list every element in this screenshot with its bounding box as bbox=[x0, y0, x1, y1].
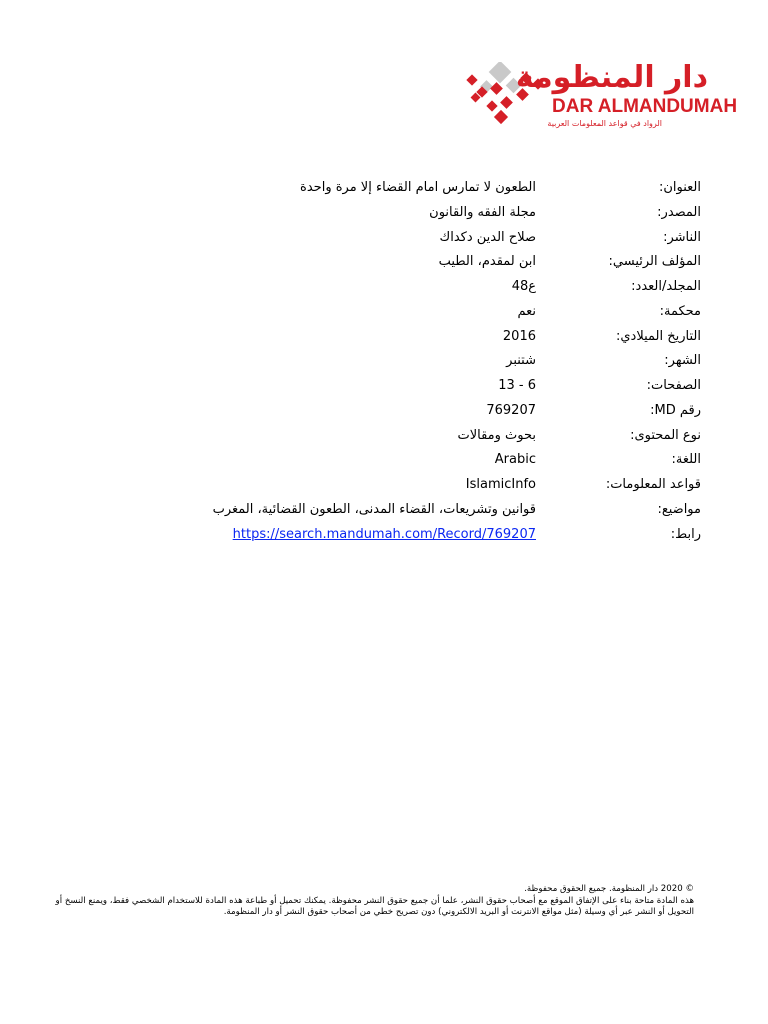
field-value: Arabic bbox=[494, 452, 536, 468]
field-value: صلاح الدين دكداك bbox=[439, 229, 536, 245]
field-md-number bbox=[0, 399, 768, 424]
field-label: قواعد المعلومات: bbox=[605, 477, 701, 492]
field-value: 769207 bbox=[486, 402, 536, 418]
copyright-notice bbox=[52, 884, 694, 919]
field-peer-reviewed bbox=[0, 300, 768, 325]
field-label: اللغة: bbox=[671, 452, 701, 468]
field-label: العنوان: bbox=[658, 180, 701, 195]
field-language bbox=[0, 448, 768, 473]
field-value: 2016 bbox=[502, 328, 536, 344]
field-label: المؤلف الرئيسي: bbox=[608, 254, 701, 270]
field-value: IslamicInfo bbox=[465, 477, 536, 492]
field-label: الشهر: bbox=[664, 353, 701, 369]
field-label: المجلد/العدد: bbox=[631, 279, 701, 294]
field-label: الصفحات: bbox=[646, 378, 701, 393]
field-volume-issue bbox=[0, 275, 768, 300]
usage-terms: هذه المادة متاحة بناء على الإتفاق الموقع مع أصحاب حقوق النشر، علما أن جميع حقوق النشر محفوظة. يمكنك تحميل أو طباعة هذه المادة للاستخدام الشخصي فقط، ويمنع النسخ أو التحويل أو النشر عبر أي وسيلة (مثل مواقع الانترنت أو البريد الالكتروني) دون تصريح خطي من أصحاب حقوق النشر أو دار المنظومة. bbox=[55, 895, 694, 917]
record-url-link[interactable]: https://search.mandumah.com/Record/769207 bbox=[232, 526, 536, 542]
field-value: الطعون لا تمارس امام القضاء إلا مرة واحدة bbox=[300, 180, 536, 195]
field-label: نوع المحتوى: bbox=[630, 427, 701, 443]
field-value: قوانين وتشريعات، القضاء المدنى، الطعون القضائية، المغرب bbox=[212, 501, 536, 517]
field-label: رابط: bbox=[670, 526, 701, 542]
logo-english-name: DAR ALMANDUMAH bbox=[552, 96, 738, 117]
field-databases bbox=[0, 473, 768, 498]
field-source bbox=[0, 201, 768, 226]
field-value: مجلة الفقه والقانون bbox=[429, 204, 536, 220]
record-metadata bbox=[0, 176, 768, 547]
field-main-author bbox=[0, 250, 768, 275]
field-label: التاريخ الميلادي: bbox=[616, 328, 701, 344]
field-label: مواضيع: bbox=[657, 501, 701, 517]
field-content-type bbox=[0, 424, 768, 449]
field-label: المصدر: bbox=[657, 204, 701, 220]
field-label: الناشر: bbox=[663, 229, 701, 245]
field-value: نعم bbox=[517, 303, 536, 319]
field-publisher bbox=[0, 226, 768, 251]
field-year bbox=[0, 325, 768, 350]
field-value: بحوث ومقالات bbox=[457, 427, 536, 443]
field-value: ابن لمقدم، الطيب bbox=[438, 254, 536, 270]
field-value: 6 - 13 bbox=[498, 378, 536, 393]
logo-tagline: الرواد في قواعد المعلومات العربية bbox=[547, 119, 662, 128]
field-link bbox=[0, 523, 768, 548]
field-value: ع48 bbox=[511, 279, 536, 294]
field-month bbox=[0, 349, 768, 374]
field-label: رقم MD: bbox=[650, 402, 701, 418]
field-title bbox=[0, 176, 768, 201]
field-label: محكمة: bbox=[659, 303, 701, 319]
field-value: شتنبر bbox=[506, 353, 536, 369]
field-pages bbox=[0, 374, 768, 399]
copyright-line: © 2020 دار المنظومة. جميع الحقوق محفوظة. bbox=[524, 884, 694, 894]
logo-arabic-name: دار المنظومة bbox=[515, 60, 708, 95]
field-subjects bbox=[0, 498, 768, 523]
publisher-logo bbox=[462, 60, 738, 134]
